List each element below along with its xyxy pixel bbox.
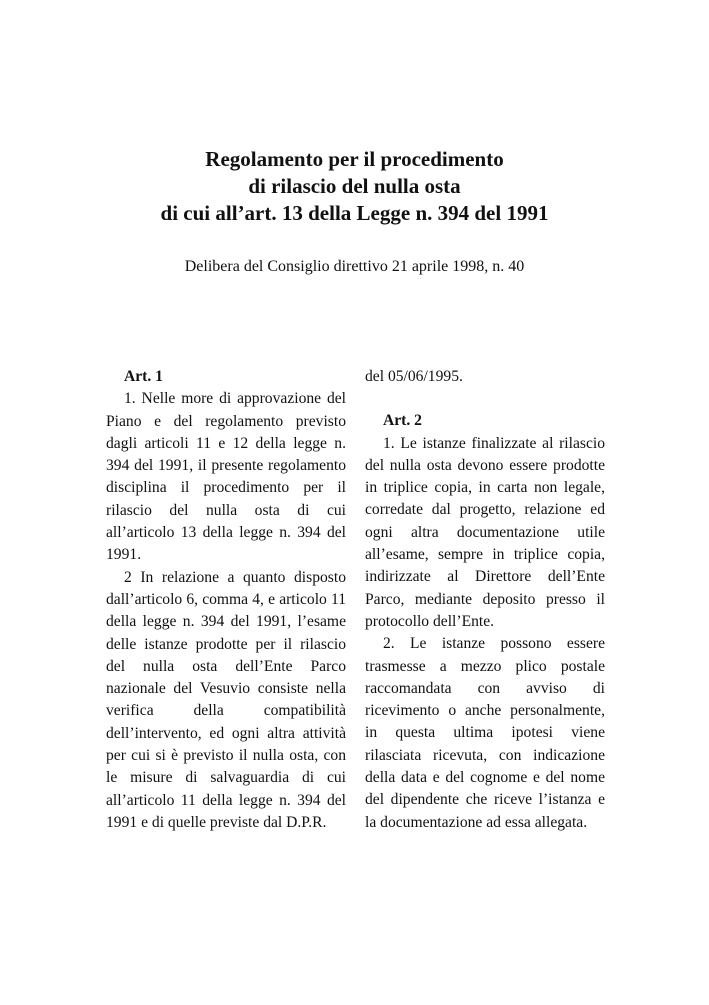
document-title (0, 146, 709, 227)
spacer (365, 388, 605, 410)
left-column (106, 366, 346, 834)
article-1-paragraph-2: 2 In relazione a quanto disposto dall’articolo 6, comma 4, e articolo 11 della legge n. 394 del 1991, l’esame delle istanze prodotte per il rilascio del nulla osta dell’Ente Parco nazionale del Vesuvio consiste nella verifica della compatibilità dell’intervento, ed ogni altra attività per cui si è previsto il nulla osta, con le misure di salvaguardia di cui all’articolo 11 della legge n. 394 del 1991 e di quelle previste dal D.P.R. (106, 568, 346, 831)
document-subtitle: Delibera del Consiglio direttivo 21 aprile 1998, n. 40 (184, 258, 525, 275)
right-column (365, 366, 605, 834)
title-line-3: di cui all’art. 13 della Legge n. 394 del 1991 (160, 201, 549, 225)
article-2-paragraph-1: 1. Le istanze finalizzate al rilascio del nulla osta devono essere prodotte in triplice copia, in carta non legale, corredate dal progetto, relazione ed ogni altra documentazione utile all’esame, sempre in triplice copia, indirizzate al Direttore dell’Ente Parco, mediante deposito presso il protocollo dell’Ente. (365, 434, 605, 630)
article-1-heading: Art. 1 (124, 368, 163, 385)
article-1-paragraph-1: 1. Nelle more di approvazione del Piano e del regolamento previsto dagli articoli 11 e 12 della legge n. 394 del 1991, il presente regolamento disciplina il procedimento per il rilascio del nulla osta di cui all’articolo 13 della legge n. 394 del 1991. (106, 390, 346, 564)
article-1-paragraph-2-continuation: del 05/06/1995. (365, 368, 463, 385)
title-line-1: Regolamento per il procedimento (205, 147, 504, 171)
article-2-heading: Art. 2 (383, 412, 422, 430)
article-2-paragraph-2: 2. Le istanze possono essere trasmesse a mezzo plico postale raccomandata con avviso di ricevimento o anche personalmente, in questa ultima ipotesi viene rilasciata ricevuta, con indicazione della data e del cognome e del nome del dipendente che riceve l’istanza e la documentazione ad essa allegata. (365, 635, 605, 831)
title-line-2: di rilascio del nulla osta (248, 174, 461, 198)
